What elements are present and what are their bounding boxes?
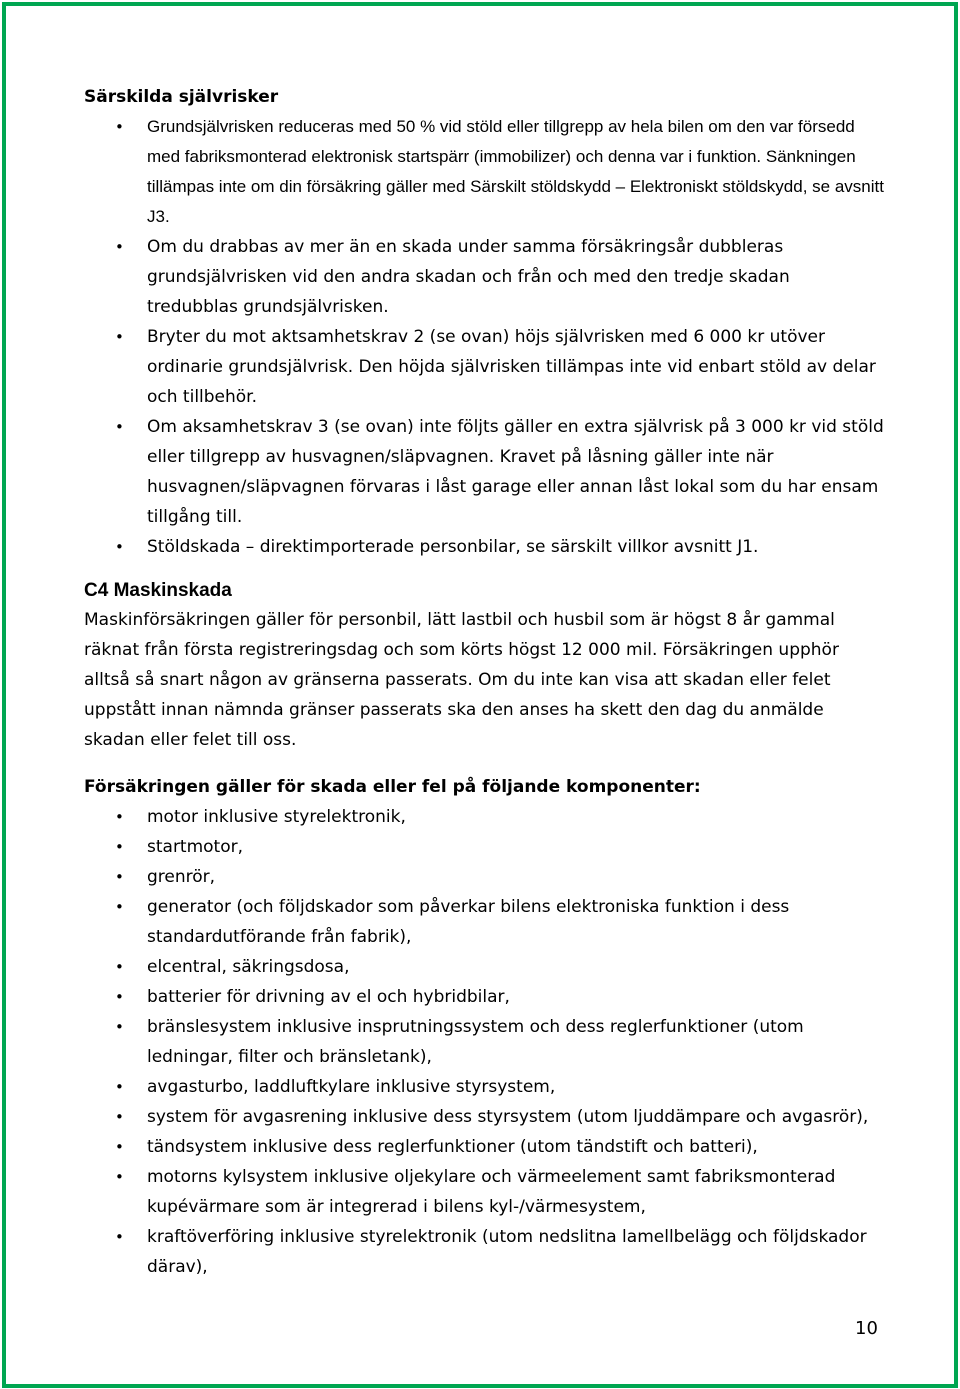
document-body: [84, 82, 884, 1282]
list-item: [84, 892, 884, 952]
list-item: [84, 1012, 884, 1072]
list-item: [84, 532, 884, 562]
list-item: [84, 112, 884, 232]
bullet-icon: •: [115, 988, 124, 1006]
bullet-icon: •: [115, 898, 124, 916]
list-item: [84, 862, 884, 892]
list-item: [84, 802, 884, 832]
c4-heading: C4 Maskinskada: [84, 580, 232, 601]
bullet-icon: •: [115, 808, 124, 826]
sarskilda-list: [84, 112, 884, 562]
bullet-icon: •: [115, 838, 124, 856]
list-item: [84, 232, 884, 322]
bullet-icon: •: [115, 328, 124, 346]
bullet-icon: •: [115, 1138, 124, 1156]
list-item-text: startmotor,: [147, 837, 244, 857]
list-item: [84, 1072, 884, 1102]
list-item-text: motorns kylsystem inklusive oljekylare och värmeelement samt fabriksmonterad kupévärmare som är integrerad i bilens kyl-/värmesystem,: [147, 1167, 836, 1217]
bullet-icon: •: [115, 238, 124, 256]
page-number: 10: [855, 1318, 878, 1339]
list-item-text: system för avgasrening inklusive dess styrsystem (utom ljuddämpare och avgasrör),: [147, 1107, 869, 1127]
list-item-text: bränslesystem inklusive insprutningssystem och dess reglerfunktioner (utom ledningar, filter och bränsletank),: [147, 1017, 804, 1067]
list-item-text: batterier för drivning av el och hybridbilar,: [147, 987, 510, 1007]
c4-paragraph: Maskinförsäkringen gäller för personbil, lätt lastbil och husbil som är högst 8 år gammal räknat från första registreringsdag och som körts högst 12 000 mil. Försäkringen upphör alltså så snart någon av gränserna passerats. Om du inte kan visa att skadan eller felet uppstått innan nämnda gränser passerats ska den anses ha skett den dag du anmälde skadan eller felet till oss.: [84, 610, 839, 750]
bullet-icon: •: [115, 538, 124, 556]
list-item-text: motor inklusive styrelektronik,: [147, 807, 406, 827]
sarskilda-heading: Särskilda självrisker: [84, 87, 279, 107]
list-item: [84, 1162, 884, 1222]
list-item-text: Stöldskada – direktimporterade personbilar, se särskilt villkor avsnitt J1.: [147, 537, 759, 557]
bullet-icon: •: [115, 958, 124, 976]
list-item-text: Grundsjälvrisken reduceras med 50 % vid stöld eller tillgrepp av hela bilen om den var försedd med fabriksmonterad elektronisk startspärr (immobilizer) och denna var i funktion. Sänkningen tillämpas inte om din försäkring gäller med Särskilt stöldskydd – Elektroniskt stöldskydd, se avsnitt J3.: [147, 117, 884, 226]
list-item-text: elcentral, säkringsdosa,: [147, 957, 350, 977]
list-item: [84, 982, 884, 1012]
list-item-text: Om aksamhetskrav 3 (se ovan) inte följts gäller en extra självrisk på 3 000 kr vid stöld eller tillgrepp av husvagnen/släpvagnen. Kravet på låsning gäller inte när husvagnen/släpvagnen förvaras i låst garage eller annan låst lokal som du har ensam tillgång till.: [147, 417, 884, 527]
components-list: [84, 802, 884, 1282]
bullet-icon: •: [115, 418, 124, 436]
list-item: [84, 412, 884, 532]
list-item-text: grenrör,: [147, 867, 216, 887]
list-item: [84, 1102, 884, 1132]
list-item-text: generator (och följdskador som påverkar bilens elektroniska funktion i dess standardutförande från fabrik),: [147, 897, 790, 947]
components-heading: Försäkringen gäller för skada eller fel på följande komponenter:: [84, 777, 701, 797]
bullet-icon: •: [115, 1018, 124, 1036]
list-item-text: tändsystem inklusive dess reglerfunktioner (utom tändstift och batteri),: [147, 1137, 758, 1157]
bullet-icon: •: [115, 1228, 124, 1246]
bullet-icon: •: [115, 868, 124, 886]
bullet-icon: •: [115, 1108, 124, 1126]
list-item-text: Bryter du mot aktsamhetskrav 2 (se ovan) höjs självrisken med 6 000 kr utöver ordinarie grundsjälvrisk. Den höjda självrisken tillämpas inte vid enbart stöld av delar och tillbehör.: [147, 327, 876, 407]
bullet-icon: •: [115, 1078, 124, 1096]
list-item-text: avgasturbo, laddluftkylare inklusive styrsystem,: [147, 1077, 556, 1097]
bullet-icon: •: [115, 1168, 124, 1186]
list-item: [84, 1132, 884, 1162]
list-item: [84, 322, 884, 412]
list-item-text: kraftöverföring inklusive styrelektronik (utom nedslitna lamellbelägg och följdskador därav),: [147, 1227, 867, 1277]
list-item-text: Om du drabbas av mer än en skada under samma försäkringsår dubbleras grundsjälvrisken vid den andra skadan och från och med den tredje skadan tredubblas grundsjälvrisken.: [147, 237, 790, 317]
list-item: [84, 832, 884, 862]
list-item: [84, 952, 884, 982]
list-item: [84, 1222, 884, 1282]
bullet-icon: •: [115, 118, 124, 136]
